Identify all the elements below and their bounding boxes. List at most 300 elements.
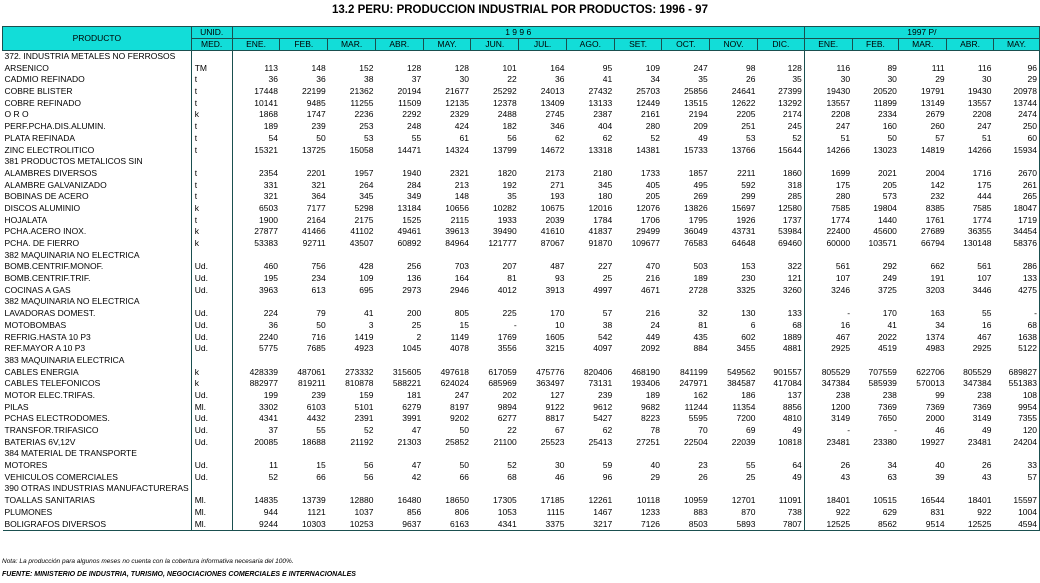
value-cell: 10515 <box>873 495 897 506</box>
value-cell: 345 <box>359 191 374 202</box>
value-cell: 23481 <box>804 437 852 449</box>
value-cell: 41102 <box>350 226 374 237</box>
value-cell: 1933 <box>497 214 517 225</box>
product-name: BATERIAS 6V,12V <box>4 436 76 447</box>
value-cell: 2354 <box>232 168 280 180</box>
value-cell: 5298 <box>354 202 374 213</box>
header-month-1996: MAR. <box>328 39 376 51</box>
value-cell: 213 <box>454 179 469 190</box>
table-row <box>3 308 1040 320</box>
value-cell: 3963 <box>232 285 280 297</box>
value-cell: 43 <box>982 471 992 482</box>
value-cell: 41466 <box>302 226 326 237</box>
value-cell: 227 <box>598 261 613 272</box>
value-cell: 7200 <box>736 413 756 424</box>
value-cell <box>662 250 710 262</box>
value-cell <box>757 250 804 262</box>
value-cell: 69460 <box>778 238 802 248</box>
value-cell: 299 <box>741 191 756 202</box>
value-cell: 3246 <box>804 285 852 297</box>
value-cell: 13149 <box>921 97 945 108</box>
value-cell: 36355 <box>967 226 992 237</box>
value-cell: 8223 <box>641 413 660 424</box>
value-cell: 6277 <box>497 413 517 424</box>
value-cell: 922 <box>977 506 992 517</box>
value-cell: 6279 <box>402 401 422 412</box>
value-cell: 55 <box>745 460 756 471</box>
unit-cell: Ud. <box>191 343 232 355</box>
value-cell: 20520 <box>873 86 897 97</box>
value-cell: 60000 <box>804 238 852 250</box>
value-cell: 50 <box>887 132 897 143</box>
value-cell: 5122 <box>993 343 1039 355</box>
value-cell: 292 <box>882 261 897 272</box>
value-cell: 62 <box>602 425 613 435</box>
value-cell: 108 <box>993 390 1039 402</box>
product-name: CABLES TELEFONICOS <box>4 378 101 389</box>
value-cell: 46 <box>554 471 565 482</box>
value-cell <box>423 448 471 460</box>
unit-cell: t <box>191 215 232 227</box>
value-cell: 707559 <box>868 366 897 377</box>
table-row <box>3 180 1040 192</box>
value-cell: 16 <box>804 320 852 332</box>
table-row <box>3 168 1040 180</box>
value-cell: 66 <box>459 471 469 482</box>
header-month-1996: JUN. <box>471 39 519 51</box>
table-title: 13.2 PERU: PRODUCCION INDUSTRIAL POR PRODUCTOS: 1996 - 97 <box>332 4 708 16</box>
value-cell: 1719 <box>993 215 1039 227</box>
value-cell: 617059 <box>488 366 517 377</box>
value-cell: 13133 <box>588 97 613 108</box>
table-row <box>3 273 1040 285</box>
value-cell: 5595 <box>688 413 708 424</box>
value-cell: 52 <box>650 132 660 143</box>
value-cell <box>614 250 662 262</box>
value-cell <box>471 483 519 495</box>
value-cell: 1857 <box>688 167 708 178</box>
value-cell: 3325 <box>736 284 756 295</box>
value-cell: 11091 <box>778 495 802 506</box>
value-cell: 4983 <box>925 343 945 354</box>
section-label: 372. INDUSTRIA METALES NO FERROSOS <box>4 51 176 61</box>
header-month-1997: MAR. <box>899 39 947 51</box>
value-cell: 9202 <box>450 413 469 424</box>
product-name: PERF.PCHA.DIS.ALUMIN. <box>4 121 106 132</box>
value-cell: 107 <box>804 273 852 285</box>
product-name: PILAS <box>4 401 29 412</box>
value-cell: 2000 <box>925 413 945 424</box>
value-cell <box>614 355 662 367</box>
value-cell: 189 <box>645 389 660 400</box>
value-cell: 12378 <box>493 97 517 108</box>
header-month-1996: DIC. <box>757 39 804 51</box>
value-cell: 487061 <box>297 366 326 377</box>
value-cell: 3725 <box>877 284 897 295</box>
value-cell <box>471 51 519 63</box>
value-cell: 1121 <box>307 506 326 517</box>
value-cell: 16 <box>982 319 992 330</box>
value-cell <box>662 296 710 308</box>
value-cell: 26 <box>982 460 992 471</box>
value-cell: 25 <box>745 471 756 482</box>
value-cell: 602 <box>741 331 756 342</box>
value-cell <box>423 483 471 495</box>
value-cell: 130148 <box>963 238 992 248</box>
value-cell: 216 <box>645 308 660 319</box>
value-cell: 7355 <box>993 413 1039 425</box>
value-cell: 13515 <box>684 97 708 108</box>
value-cell: 96 <box>602 471 613 482</box>
value-cell: 128 <box>454 62 469 73</box>
table-row <box>3 460 1040 472</box>
value-cell <box>852 355 899 367</box>
value-cell: 9612 <box>593 401 613 412</box>
value-cell: 3446 <box>972 284 992 295</box>
unit-cell: t <box>191 121 232 133</box>
product-name: REF.MAYOR A 10 P3 <box>4 343 86 354</box>
value-cell: 428 <box>359 261 374 272</box>
value-cell: 25703 <box>636 86 660 97</box>
value-cell: 10656 <box>445 202 469 213</box>
value-cell: 542 <box>598 331 613 342</box>
value-cell <box>232 483 280 495</box>
value-cell: 347384 <box>804 378 852 390</box>
value-cell: 23 <box>698 460 708 471</box>
product-name: PCHA. DE FIERRO <box>4 238 80 248</box>
value-cell: 449 <box>645 331 660 342</box>
value-cell: 15644 <box>778 144 802 155</box>
value-cell: 7585 <box>804 203 852 215</box>
value-cell: 819211 <box>297 378 326 389</box>
value-cell: 22 <box>507 425 517 435</box>
unit-cell <box>191 448 232 460</box>
value-cell: 52 <box>792 132 802 143</box>
unit-cell: k <box>191 367 232 379</box>
value-cell: 41 <box>887 319 897 330</box>
value-cell: 460 <box>232 261 280 273</box>
section-label: 383 MAQUINARIA ELECTRICA <box>4 354 125 365</box>
value-cell: 4341 <box>471 519 519 531</box>
section-row <box>3 448 1040 460</box>
value-cell: 103571 <box>868 238 897 248</box>
value-cell: 470 <box>645 261 660 272</box>
value-cell <box>566 355 614 367</box>
value-cell: 8856 <box>782 401 802 412</box>
value-cell: 21100 <box>493 436 517 447</box>
value-cell: 251 <box>741 121 756 132</box>
value-cell: 95 <box>602 62 613 73</box>
value-cell: 68 <box>792 319 802 330</box>
value-cell <box>566 296 614 308</box>
value-cell: 49 <box>792 425 802 435</box>
value-cell: 14819 <box>921 144 945 155</box>
value-cell: 40 <box>935 460 945 471</box>
product-name: PCHAS ELECTRODOMES. <box>4 413 110 424</box>
value-cell: 622706 <box>916 366 945 377</box>
value-cell: 35 <box>792 74 802 85</box>
value-cell: 56 <box>363 460 374 471</box>
value-cell: 2321 <box>450 167 469 178</box>
table-row <box>3 425 1040 437</box>
value-cell: 2175 <box>354 214 374 225</box>
table-row <box>3 261 1040 273</box>
value-cell: 495 <box>693 179 708 190</box>
value-cell: 10 <box>554 319 565 330</box>
value-cell: 831 <box>930 506 945 517</box>
value-cell: 5427 <box>593 413 613 424</box>
value-cell: 318 <box>787 179 802 190</box>
product-name: PLUMONES <box>4 506 53 517</box>
value-cell: 180 <box>598 191 613 202</box>
value-cell <box>232 448 280 460</box>
value-cell: 61 <box>459 132 469 143</box>
value-cell: 3991 <box>402 413 422 424</box>
value-cell: 25 <box>602 273 613 284</box>
unit-cell: t <box>191 74 232 86</box>
value-cell: 15733 <box>684 144 708 155</box>
value-cell: 60892 <box>397 238 422 248</box>
table-row <box>3 238 1040 250</box>
value-cell <box>662 483 710 495</box>
value-cell <box>993 483 1039 495</box>
value-cell: 882977 <box>232 378 280 390</box>
value-cell: 205 <box>882 179 897 190</box>
value-cell: 68 <box>507 471 517 482</box>
value-cell: 116 <box>977 62 992 73</box>
value-cell <box>804 355 852 367</box>
value-cell: 870 <box>741 506 756 517</box>
value-cell: 36 <box>316 74 326 85</box>
value-cell: 49 <box>792 471 802 482</box>
table-row <box>3 109 1040 121</box>
value-cell: 1233 <box>641 506 660 517</box>
value-cell: 3215 <box>545 343 565 354</box>
product-name: ALAMBRES DIVERSOS <box>4 167 98 178</box>
value-cell: 10675 <box>540 202 565 213</box>
value-cell: 4810 <box>782 413 802 424</box>
value-cell: 164 <box>550 62 565 73</box>
product-name: MOTORES <box>4 460 48 471</box>
value-cell: 27251 <box>636 436 660 447</box>
table-row <box>3 226 1040 238</box>
value-cell: 24641 <box>731 86 756 97</box>
value-cell: 3913 <box>545 284 565 295</box>
value-cell: 23481 <box>967 436 992 447</box>
unit-cell <box>191 250 232 262</box>
value-cell: 2488 <box>497 109 517 120</box>
value-cell: 1820 <box>497 167 517 178</box>
value-cell: 34454 <box>993 226 1039 238</box>
value-cell: 315605 <box>392 366 422 377</box>
value-cell: 4097 <box>593 343 613 354</box>
value-cell: 487 <box>550 261 565 272</box>
unit-cell <box>191 51 232 63</box>
value-cell: 6503 <box>232 203 280 215</box>
value-cell: 805529 <box>963 366 992 377</box>
value-cell: 2728 <box>688 284 708 295</box>
value-cell <box>566 483 614 495</box>
value-cell: 209 <box>693 121 708 132</box>
table-row <box>3 390 1040 402</box>
value-cell: 21303 <box>397 436 422 447</box>
value-cell: 30 <box>887 74 897 85</box>
value-cell <box>519 296 567 308</box>
value-cell: 12880 <box>349 495 374 506</box>
value-cell <box>899 355 947 367</box>
value-cell <box>947 51 994 63</box>
header-month-1996: OCT. <box>662 39 710 51</box>
value-cell: 1737 <box>782 214 802 225</box>
value-cell: 43507 <box>349 238 374 248</box>
value-cell: 24204 <box>993 437 1039 449</box>
value-cell: 3260 <box>782 284 802 295</box>
value-cell: 9682 <box>641 401 660 412</box>
value-cell: 2208 <box>972 109 992 120</box>
value-cell: 25292 <box>493 86 517 97</box>
value-cell: 20978 <box>993 86 1039 98</box>
value-cell: 13744 <box>993 98 1039 110</box>
value-cell <box>804 483 852 495</box>
value-cell: 19430 <box>804 86 852 98</box>
value-cell: 30 <box>459 74 469 85</box>
value-cell: 15 <box>316 460 326 471</box>
value-cell: 15697 <box>731 202 756 213</box>
value-cell: 55 <box>411 132 422 143</box>
product-name: LAVADORAS DOMEST. <box>4 308 96 319</box>
value-cell: 1706 <box>641 214 660 225</box>
value-cell: 57 <box>602 308 613 319</box>
value-cell: 109677 <box>631 238 660 248</box>
value-cell: 162 <box>693 389 708 400</box>
product-name: ZINC ELECTROLITICO <box>4 144 95 155</box>
value-cell: 182 <box>502 121 517 132</box>
value-cell: 2679 <box>925 109 945 120</box>
table-row <box>3 495 1040 507</box>
value-cell: 1149 <box>450 331 469 342</box>
value-cell: 6103 <box>306 401 326 412</box>
product-name: PLATA REFINADA <box>4 132 76 143</box>
value-cell: 34 <box>935 319 945 330</box>
value-cell: 24013 <box>540 86 565 97</box>
value-cell: 1638 <box>993 332 1039 344</box>
value-cell: 39 <box>935 471 945 482</box>
value-cell: 6163 <box>423 519 471 531</box>
value-cell: 11255 <box>350 97 374 108</box>
value-cell <box>280 296 328 308</box>
value-cell: 59 <box>602 460 613 471</box>
unit-cell: Ud. <box>191 273 232 285</box>
product-name: CADMIO REFINADO <box>4 74 85 85</box>
value-cell: 84964 <box>445 238 469 248</box>
value-cell: 53 <box>745 132 756 143</box>
value-cell: 109 <box>359 273 374 284</box>
value-cell: 12076 <box>636 202 660 213</box>
value-cell: 1374 <box>925 331 945 342</box>
product-name: MOTOBOMBAS <box>4 319 67 330</box>
value-cell: 551383 <box>993 378 1039 390</box>
value-cell: 40 <box>650 460 660 471</box>
value-cell: 384587 <box>727 378 756 389</box>
value-cell: 2292 <box>402 109 422 120</box>
value-cell: 29 <box>993 74 1039 86</box>
unit-cell: k <box>191 378 232 390</box>
value-cell: 1868 <box>232 109 280 121</box>
table-row <box>3 74 1040 86</box>
value-cell: 98 <box>745 62 756 73</box>
header-unid: UNID. <box>191 27 232 39</box>
value-cell <box>328 355 376 367</box>
value-cell <box>280 483 328 495</box>
product-name: COCINAS A GAS <box>4 284 71 295</box>
value-cell: 2161 <box>641 109 660 120</box>
unit-cell <box>191 483 232 495</box>
value-cell: 573 <box>882 191 897 202</box>
value-cell: 21362 <box>349 86 374 97</box>
table-row <box>3 203 1040 215</box>
header-row-1 <box>3 27 1040 39</box>
value-cell: 2474 <box>993 109 1039 121</box>
value-cell: 467 <box>977 331 992 342</box>
header-year-1997: 1997 P/ <box>804 27 1039 39</box>
value-cell <box>423 355 471 367</box>
value-cell: 26 <box>804 460 852 472</box>
value-cell <box>899 483 947 495</box>
product-name: BOMB.CENTRIF.MONOF. <box>4 261 104 272</box>
value-cell: 13292 <box>778 97 802 108</box>
value-cell: 264 <box>359 179 374 190</box>
value-cell <box>852 156 899 168</box>
value-cell: 810878 <box>345 378 374 389</box>
value-cell <box>804 448 852 460</box>
value-cell <box>757 483 804 495</box>
value-cell: 4881 <box>782 343 802 354</box>
value-cell: 47 <box>411 425 422 435</box>
value-cell: 239 <box>598 389 613 400</box>
value-cell: 116 <box>804 63 852 75</box>
value-cell: 137 <box>787 389 802 400</box>
value-cell <box>662 355 710 367</box>
value-cell <box>519 355 567 367</box>
value-cell <box>232 51 280 63</box>
product-name: HOJALATA <box>4 214 48 225</box>
value-cell <box>566 250 614 262</box>
value-cell <box>947 483 994 495</box>
value-cell: 2925 <box>972 343 992 354</box>
table-row <box>3 437 1040 449</box>
value-cell: 4671 <box>641 284 660 295</box>
value-cell: 8817 <box>545 413 565 424</box>
value-cell: 273332 <box>345 366 374 377</box>
section-label: 382 MAQUINARIA NO ELECTRICA <box>4 249 140 260</box>
value-cell: 39613 <box>445 226 469 237</box>
value-cell: 191 <box>930 273 945 284</box>
value-cell: 22400 <box>804 226 852 238</box>
value-cell: 15058 <box>349 144 374 155</box>
value-cell: 164 <box>454 273 469 284</box>
product-name: COBRE REFINADO <box>4 97 82 108</box>
unit-cell: Ml. <box>191 402 232 414</box>
value-cell: 9485 <box>306 97 326 108</box>
value-cell: 3556 <box>497 343 517 354</box>
product-name: VEHICULOS COMERCIALES <box>4 471 118 482</box>
value-cell: 10141 <box>232 98 280 110</box>
value-cell: 46 <box>935 425 945 435</box>
value-cell <box>710 448 758 460</box>
value-cell: 17448 <box>232 86 280 98</box>
value-cell: 45600 <box>873 226 897 237</box>
value-cell: 2201 <box>306 167 326 178</box>
